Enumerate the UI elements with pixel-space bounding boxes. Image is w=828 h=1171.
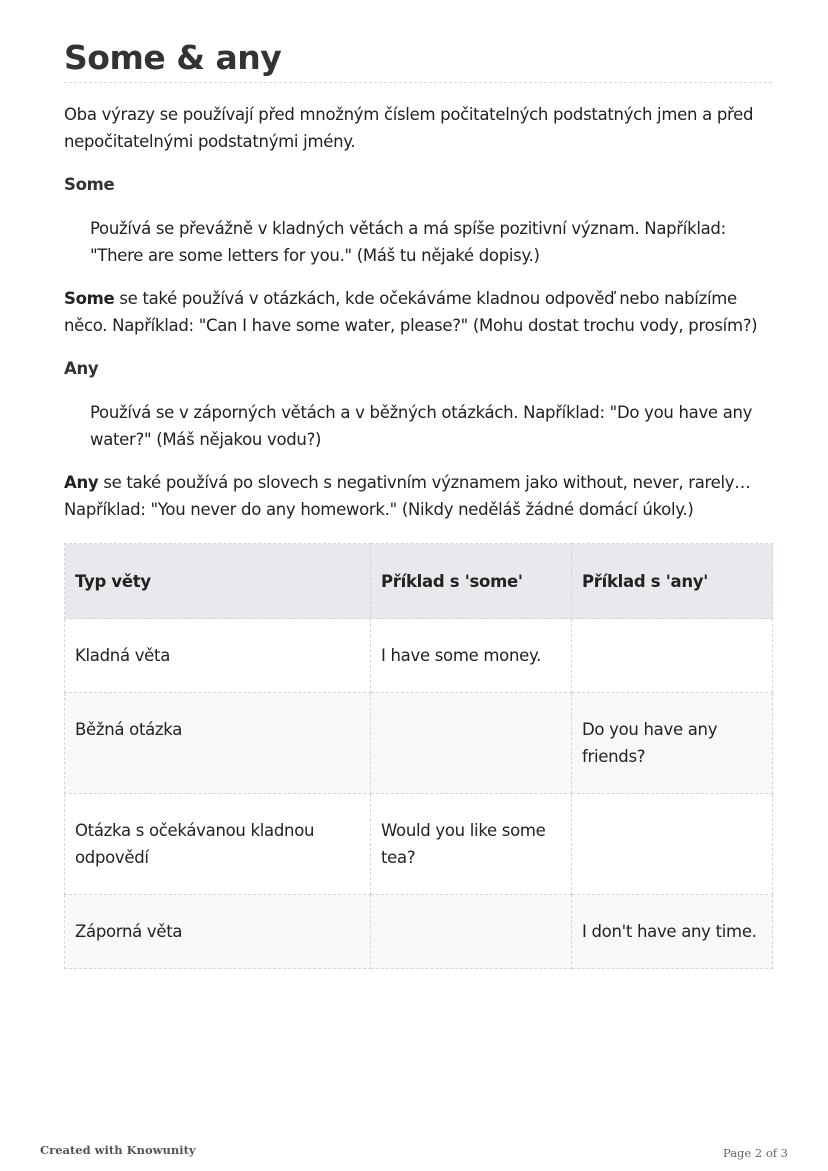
some-heading: Some <box>64 175 115 194</box>
intro-paragraph: Oba výrazy se používají před množným číslem počitatelných podstatných jmen a před nepočitatelnými podstatnými jmény. <box>64 105 754 151</box>
cell-sentence-type: Záporná věta <box>65 895 371 969</box>
footer-page-number: Page 2 of 3 <box>722 1146 788 1160</box>
cell-any-example <box>572 619 773 693</box>
some-extra-paragraph <box>64 285 772 339</box>
cell-any-example: Do you have any friends? <box>572 693 773 794</box>
any-extra-text: se také používá po slovech s negativním významem jako without, never, rarely… Například: "You never do any homework." (Nikdy neděláš žádné domácí úkoly.) <box>64 473 751 519</box>
cell-some-example: Would you like some tea? <box>371 794 572 895</box>
header-sentence-type: Typ věty <box>65 544 371 619</box>
page-title: Some & any <box>64 36 772 83</box>
cell-sentence-type: Otázka s očekávanou kladnou odpovědí <box>65 794 371 895</box>
cell-sentence-type: Běžná otázka <box>65 693 371 794</box>
some-usage-paragraph: Používá se převážně v kladných větách a má spíše pozitivní význam. Například: "There are some letters for you." (Máš tu nějaké dopisy.) <box>90 219 726 265</box>
table-row <box>65 794 773 895</box>
cell-some-example <box>371 895 572 969</box>
some-extra-bold: Some <box>64 289 115 308</box>
table-row <box>65 619 773 693</box>
table-row <box>65 693 773 794</box>
any-extra-paragraph <box>64 469 772 523</box>
cell-any-example: I don't have any time. <box>572 895 773 969</box>
table-header-row <box>65 544 773 619</box>
any-usage-paragraph: Používá se v záporných větách a v běžných otázkách. Například: "Do you have any water?" (Máš nějakou vodu?) <box>90 403 753 449</box>
some-extra-text: se také používá v otázkách, kde očekáváme kladnou odpověď nebo nabízíme něco. Například: "Can I have some water, please?" (Mohu dostat trochu vody, prosím?) <box>64 289 758 335</box>
any-heading: Any <box>64 359 99 378</box>
any-extra-bold: Any <box>64 473 99 492</box>
footer-created-with: Created with Knowunity <box>40 1143 196 1157</box>
table-row <box>65 895 773 969</box>
cell-some-example <box>371 693 572 794</box>
comparison-table <box>64 543 773 969</box>
header-any-example: Příklad s 'any' <box>572 544 773 619</box>
document-content <box>64 36 772 969</box>
header-some-example: Příklad s 'some' <box>371 544 572 619</box>
cell-some-example: I have some money. <box>371 619 572 693</box>
cell-any-example <box>572 794 773 895</box>
cell-sentence-type: Kladná věta <box>65 619 371 693</box>
